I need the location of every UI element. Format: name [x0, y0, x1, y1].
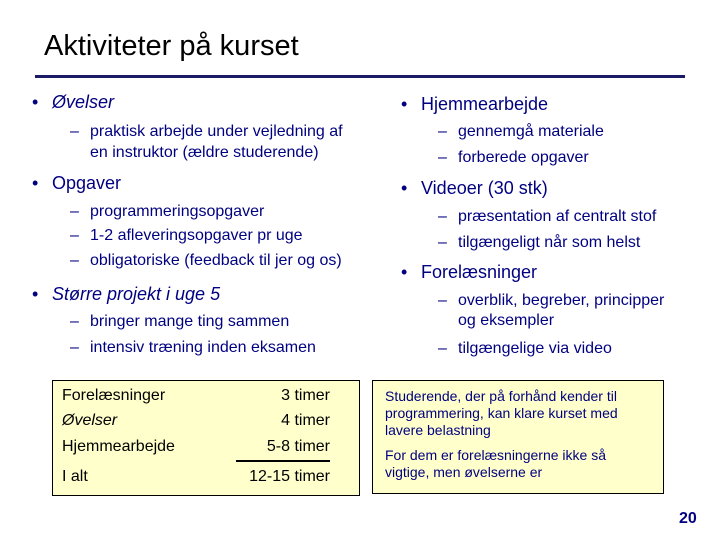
sub-bullet-text: tilgængeligt når som helst [458, 234, 641, 251]
sub-bullet-text: obligatoriske (feedback til jer og os) [90, 252, 342, 269]
page-number: 20 [679, 510, 697, 527]
sub-bullet: – bringer mange ting sammen [70, 310, 390, 333]
bullet-dot: • [401, 94, 408, 114]
bullet-dot: • [401, 262, 408, 282]
bullet-opgaver [32, 173, 121, 194]
table-total-label: I alt [62, 468, 88, 485]
bullet-forelaesninger [401, 262, 537, 283]
bullet-videoer [401, 178, 548, 199]
bullet-label: Større projekt i uge 5 [52, 284, 221, 304]
sub-bullet: – gennemgå materiale [438, 120, 708, 143]
table-activity: Hjemmearbejde [62, 438, 175, 455]
bullet-label: Forelæsninger [421, 262, 538, 282]
bullet-dot: • [32, 284, 39, 304]
note-text: programmering, kan klare kurset med [385, 405, 618, 421]
bullet-dot: • [32, 92, 39, 112]
sub-bullet: – præsentation af centralt stof [438, 205, 708, 228]
bullet-hjemmearbejde [401, 94, 548, 115]
note-text: For dem er forelæsningerne ikke så [385, 447, 606, 463]
bullet-dot: • [32, 173, 39, 193]
table-hours: 5-8 timer [266, 438, 330, 455]
sub-bullet: – intensiv træning inden eksamen [70, 336, 390, 359]
note-text: Studerende, der på forhånd kender til [385, 388, 617, 404]
sub-bullet-text: 1-2 afleveringsopgaver pr uge [90, 227, 303, 244]
sub-bullet: – programmeringsopgaver [70, 200, 390, 223]
bullet-projekt [32, 284, 220, 305]
sub-bullet-text: programmeringsopgaver [90, 203, 265, 220]
slide-title: Aktiviteter på kurset [44, 30, 299, 62]
table-hours: 3 timer [281, 387, 330, 404]
bullet-label: Øvelser [52, 92, 115, 112]
table-hours: 4 timer [281, 412, 330, 429]
sub-bullet: – forberede opgaver [438, 146, 708, 169]
bullet-label: Videoer (30 stk) [421, 178, 548, 198]
sub-bullet-text: en instruktor (ældre studerende) [90, 144, 319, 161]
bullet-label: Opgaver [52, 173, 122, 193]
title-underline [35, 75, 685, 78]
table-activity: Forelæsninger [62, 387, 166, 404]
table-activity: Øvelser [62, 412, 118, 429]
sub-bullet-text: praktisk arbejde under vejledning af [90, 123, 343, 140]
sub-bullet-text: overblik, begreber, principper [458, 292, 665, 309]
sub-bullet-text: gennemgå materiale [458, 123, 604, 140]
sub-bullet: – overblik, begreber, principper og eksempler [438, 289, 708, 335]
sub-bullet: – obligatoriske (feedback til jer og os) [70, 249, 390, 272]
sub-bullet-text: præsentation af centralt stof [458, 208, 657, 225]
bullet-dot: • [401, 178, 408, 198]
sub-bullet: – 1-2 afleveringsopgaver pr uge [70, 224, 390, 247]
sub-bullet-text: og eksempler [458, 312, 555, 329]
sum-line [236, 460, 330, 462]
sub-bullet-text: bringer mange ting sammen [90, 313, 290, 330]
sub-bullet-text: intensiv træning inden eksamen [90, 339, 316, 356]
note-text: vigtige, men øvelserne er [385, 464, 543, 480]
note-text: lavere belastning [385, 422, 491, 438]
sub-bullet: – tilgængeligt når som helst [438, 231, 708, 254]
sub-bullet: – tilgængelige via video [438, 337, 708, 360]
bullet-label: Hjemmearbejde [421, 94, 549, 114]
sub-bullet-text: tilgængelige via video [458, 340, 612, 357]
table-total-hours: 12-15 timer [249, 468, 330, 485]
bullet-ovelser [32, 92, 114, 113]
sub-bullet-text: forberede opgaver [458, 149, 589, 166]
sub-bullet: – praktisk arbejde under vejledning af en instruktor (ældre studerende) [70, 120, 390, 166]
